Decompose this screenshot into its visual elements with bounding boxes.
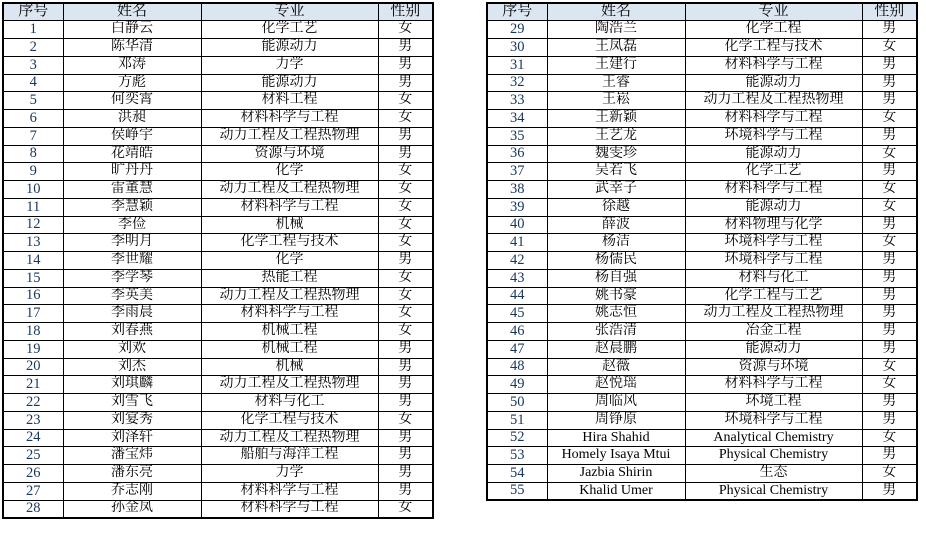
cell-major: 能源动力 (685, 340, 862, 358)
cell-no: 16 (3, 287, 63, 305)
table-row (487, 74, 917, 92)
cell-name: 杨儒民 (547, 252, 685, 270)
cell-name: 方彪 (63, 74, 201, 92)
cell-gender: 男 (378, 376, 433, 394)
cell-major: 材料工程 (201, 92, 378, 110)
table-row (3, 92, 433, 110)
cell-gender: 女 (378, 234, 433, 252)
cell-name: 雷董慧 (63, 181, 201, 199)
cell-no: 28 (3, 500, 63, 518)
cell-major: 材料科学与工程 (201, 305, 378, 323)
cell-gender: 女 (862, 110, 917, 128)
table-row (3, 39, 433, 57)
header-name: 姓名 (547, 3, 685, 21)
cell-major: 环境科学与工程 (685, 411, 862, 429)
student-table-left (2, 2, 434, 519)
cell-name: 姚书豪 (547, 287, 685, 305)
cell-no: 24 (3, 429, 63, 447)
table-row (487, 234, 917, 252)
cell-gender: 女 (378, 110, 433, 128)
cell-major: 冶金工程 (685, 323, 862, 341)
cell-gender: 女 (378, 92, 433, 110)
cell-gender: 女 (862, 429, 917, 447)
cell-name: 周临风 (547, 394, 685, 412)
cell-name: 刘宴秀 (63, 411, 201, 429)
table-row (3, 429, 433, 447)
cell-major: 动力工程及工程热物理 (685, 305, 862, 323)
cell-name: 侯峥宇 (63, 127, 201, 145)
table-row (487, 181, 917, 199)
cell-gender: 女 (378, 181, 433, 199)
cell-gender: 女 (378, 163, 433, 181)
cell-major: 能源动力 (685, 145, 862, 163)
cell-gender: 男 (862, 323, 917, 341)
cell-gender: 女 (378, 411, 433, 429)
table-row (487, 145, 917, 163)
cell-name: 李慧颖 (63, 198, 201, 216)
cell-name: 王崧 (547, 92, 685, 110)
cell-major: 材料科学与工程 (201, 482, 378, 500)
cell-gender: 女 (862, 376, 917, 394)
cell-major: 生态 (685, 465, 862, 483)
cell-no: 25 (3, 447, 63, 465)
cell-gender: 男 (862, 21, 917, 39)
cell-name: 刘泽轩 (63, 429, 201, 447)
table-row (3, 411, 433, 429)
cell-name: 潘宝炜 (63, 447, 201, 465)
cell-gender: 男 (862, 56, 917, 74)
cell-major: 资源与环境 (685, 358, 862, 376)
cell-major: 能源动力 (201, 39, 378, 57)
cell-name: 陈华清 (63, 39, 201, 57)
cell-name: 李英美 (63, 287, 201, 305)
cell-name: 潘东亮 (63, 465, 201, 483)
cell-no: 3 (3, 56, 63, 74)
cell-name: 姚志恒 (547, 305, 685, 323)
header-row (3, 3, 433, 21)
cell-major: 机械工程 (201, 323, 378, 341)
cell-gender: 男 (862, 252, 917, 270)
cell-no: 12 (3, 216, 63, 234)
cell-gender: 男 (378, 465, 433, 483)
cell-gender: 男 (378, 56, 433, 74)
cell-major: 环境科学与工程 (685, 252, 862, 270)
cell-no: 47 (487, 340, 547, 358)
cell-name: Khalid Umer (547, 482, 685, 500)
cell-name: 王新颖 (547, 110, 685, 128)
cell-name: 花靖皓 (63, 145, 201, 163)
table-row (3, 127, 433, 145)
cell-gender: 男 (862, 92, 917, 110)
cell-name: Jazbia Shirin (547, 465, 685, 483)
cell-major: 材料物理与化学 (685, 216, 862, 234)
cell-name: 刘春燕 (63, 323, 201, 341)
table-row (3, 234, 433, 252)
cell-major: 化学工程 (685, 21, 862, 39)
table-row (487, 411, 917, 429)
header-gender: 性别 (378, 3, 433, 21)
cell-gender: 女 (862, 234, 917, 252)
table-row (487, 447, 917, 465)
cell-major: 化学工程与技术 (201, 234, 378, 252)
cell-gender: 女 (862, 198, 917, 216)
table-row (3, 198, 433, 216)
cell-gender: 男 (378, 429, 433, 447)
cell-no: 54 (487, 465, 547, 483)
cell-gender: 女 (862, 145, 917, 163)
table-row (487, 269, 917, 287)
table-row (487, 429, 917, 447)
table-row (3, 56, 433, 74)
table-row (3, 376, 433, 394)
cell-no: 34 (487, 110, 547, 128)
cell-no: 20 (3, 358, 63, 376)
cell-gender: 女 (862, 358, 917, 376)
table-row (487, 163, 917, 181)
cell-name: 刘杰 (63, 358, 201, 376)
cell-no: 45 (487, 305, 547, 323)
cell-no: 7 (3, 127, 63, 145)
cell-gender: 女 (862, 39, 917, 57)
cell-major: 材料与化工 (201, 394, 378, 412)
cell-major: 化学 (201, 163, 378, 181)
student-table-right (486, 2, 918, 501)
cell-name: 李俭 (63, 216, 201, 234)
cell-no: 49 (487, 376, 547, 394)
cell-no: 14 (3, 252, 63, 270)
cell-no: 35 (487, 127, 547, 145)
cell-gender: 男 (862, 287, 917, 305)
cell-gender: 男 (862, 269, 917, 287)
cell-major: 热能工程 (201, 269, 378, 287)
cell-no: 38 (487, 181, 547, 199)
table-row (3, 252, 433, 270)
cell-major: 材料科学与工程 (685, 56, 862, 74)
table-row (3, 500, 433, 518)
cell-major: 动力工程及工程热物理 (201, 376, 378, 394)
cell-major: Analytical Chemistry (685, 429, 862, 447)
cell-no: 31 (487, 56, 547, 74)
cell-no: 11 (3, 198, 63, 216)
table-row (487, 394, 917, 412)
cell-name: 刘雪飞 (63, 394, 201, 412)
cell-no: 21 (3, 376, 63, 394)
cell-no: 4 (3, 74, 63, 92)
cell-major: 材料科学与工程 (685, 376, 862, 394)
cell-gender: 男 (862, 127, 917, 145)
cell-major: 力学 (201, 56, 378, 74)
cell-major: Physical Chemistry (685, 482, 862, 500)
table-row (487, 482, 917, 500)
cell-name: 薛波 (547, 216, 685, 234)
cell-name: 孙金凤 (63, 500, 201, 518)
cell-no: 27 (3, 482, 63, 500)
cell-gender: 男 (862, 411, 917, 429)
cell-name: 杨洁 (547, 234, 685, 252)
header-row (487, 3, 917, 21)
cell-major: 机械 (201, 216, 378, 234)
cell-name: 乔志刚 (63, 482, 201, 500)
table-row (487, 216, 917, 234)
cell-major: 动力工程及工程热物理 (201, 429, 378, 447)
table-row (487, 252, 917, 270)
table-row (3, 394, 433, 412)
cell-no: 23 (3, 411, 63, 429)
table-row (487, 39, 917, 57)
cell-no: 39 (487, 198, 547, 216)
table-row (3, 21, 433, 39)
cell-major: 资源与环境 (201, 145, 378, 163)
table-row (3, 163, 433, 181)
cell-no: 32 (487, 74, 547, 92)
cell-major: 化学工艺 (685, 163, 862, 181)
cell-no: 1 (3, 21, 63, 39)
cell-major: 化学工艺 (201, 21, 378, 39)
cell-gender: 男 (862, 74, 917, 92)
cell-major: 船舶与海洋工程 (201, 447, 378, 465)
cell-gender: 女 (378, 500, 433, 518)
cell-name: 赵晨鹏 (547, 340, 685, 358)
table-row (3, 305, 433, 323)
cell-gender: 男 (862, 482, 917, 500)
cell-major: 材料科学与工程 (685, 181, 862, 199)
table-row (487, 198, 917, 216)
cell-gender: 女 (862, 181, 917, 199)
table-row (3, 323, 433, 341)
cell-no: 26 (3, 465, 63, 483)
cell-gender: 男 (862, 447, 917, 465)
cell-no: 9 (3, 163, 63, 181)
cell-major: 化学工程与工艺 (685, 287, 862, 305)
cell-name: 杨自强 (547, 269, 685, 287)
cell-no: 6 (3, 110, 63, 128)
table-row (487, 465, 917, 483)
cell-no: 40 (487, 216, 547, 234)
cell-no: 42 (487, 252, 547, 270)
table-row (3, 358, 433, 376)
cell-name: 李雨晨 (63, 305, 201, 323)
table-row (487, 56, 917, 74)
cell-gender: 男 (378, 340, 433, 358)
table-row (3, 340, 433, 358)
cell-name: Homely Isaya Mtui (547, 447, 685, 465)
cell-major: 机械 (201, 358, 378, 376)
cell-gender: 男 (378, 482, 433, 500)
cell-gender: 女 (378, 198, 433, 216)
cell-name: 何奕霄 (63, 92, 201, 110)
cell-major: 能源动力 (201, 74, 378, 92)
table-row (487, 305, 917, 323)
cell-major: 环境科学与工程 (685, 127, 862, 145)
cell-no: 30 (487, 39, 547, 57)
cell-major: 能源动力 (685, 74, 862, 92)
cell-no: 33 (487, 92, 547, 110)
table-row (3, 465, 433, 483)
cell-gender: 女 (378, 21, 433, 39)
cell-no: 10 (3, 181, 63, 199)
cell-name: 白静云 (63, 21, 201, 39)
cell-no: 43 (487, 269, 547, 287)
cell-name: 吴若飞 (547, 163, 685, 181)
cell-gender: 女 (378, 305, 433, 323)
table-row (3, 482, 433, 500)
cell-major: 化学工程与技术 (685, 39, 862, 57)
cell-no: 37 (487, 163, 547, 181)
cell-no: 53 (487, 447, 547, 465)
cell-gender: 男 (862, 340, 917, 358)
cell-no: 36 (487, 145, 547, 163)
cell-major: 动力工程及工程热物理 (201, 127, 378, 145)
header-major: 专业 (201, 3, 378, 21)
cell-name: 赵悦瑶 (547, 376, 685, 394)
table-row (487, 92, 917, 110)
cell-name: 陶浩兰 (547, 21, 685, 39)
cell-no: 8 (3, 145, 63, 163)
cell-gender: 男 (378, 145, 433, 163)
cell-gender: 男 (378, 74, 433, 92)
cell-no: 13 (3, 234, 63, 252)
table-row (487, 287, 917, 305)
cell-major: 材料科学与工程 (201, 110, 378, 128)
cell-no: 52 (487, 429, 547, 447)
cell-major: 材料科学与工程 (685, 110, 862, 128)
cell-name: 李明月 (63, 234, 201, 252)
cell-major: Physical Chemistry (685, 447, 862, 465)
cell-no: 18 (3, 323, 63, 341)
table-row (3, 145, 433, 163)
cell-name: 张浩清 (547, 323, 685, 341)
table-row (3, 447, 433, 465)
cell-major: 材料科学与工程 (201, 500, 378, 518)
cell-major: 动力工程及工程热物理 (685, 92, 862, 110)
cell-no: 50 (487, 394, 547, 412)
table-row (487, 21, 917, 39)
table-row (3, 216, 433, 234)
table-row (3, 74, 433, 92)
cell-no: 46 (487, 323, 547, 341)
cell-no: 55 (487, 482, 547, 500)
table-row (3, 269, 433, 287)
cell-name: 徐越 (547, 198, 685, 216)
cell-gender: 女 (862, 465, 917, 483)
table-row (3, 287, 433, 305)
cell-major: 材料科学与工程 (201, 198, 378, 216)
cell-name: 王建行 (547, 56, 685, 74)
header-name: 姓名 (63, 3, 201, 21)
cell-gender: 男 (378, 252, 433, 270)
cell-name: 周铮原 (547, 411, 685, 429)
table-row (3, 181, 433, 199)
cell-name: 邓涛 (63, 56, 201, 74)
cell-name: 魏雯珍 (547, 145, 685, 163)
cell-gender: 男 (862, 305, 917, 323)
table-row (487, 110, 917, 128)
cell-no: 2 (3, 39, 63, 57)
cell-name: 李世耀 (63, 252, 201, 270)
cell-gender: 男 (862, 394, 917, 412)
table-row (487, 340, 917, 358)
cell-no: 48 (487, 358, 547, 376)
header-no: 序号 (487, 3, 547, 21)
cell-name: 王艺龙 (547, 127, 685, 145)
cell-no: 41 (487, 234, 547, 252)
cell-gender: 男 (378, 394, 433, 412)
cell-major: 化学 (201, 252, 378, 270)
cell-gender: 男 (378, 127, 433, 145)
cell-major: 环境科学与工程 (685, 234, 862, 252)
cell-major: 环境工程 (685, 394, 862, 412)
cell-name: 李学琴 (63, 269, 201, 287)
cell-no: 5 (3, 92, 63, 110)
cell-gender: 男 (378, 39, 433, 57)
table-row (487, 376, 917, 394)
cell-no: 19 (3, 340, 63, 358)
cell-gender: 男 (378, 447, 433, 465)
cell-no: 44 (487, 287, 547, 305)
cell-gender: 女 (378, 287, 433, 305)
cell-name: Hira Shahid (547, 429, 685, 447)
table-row (487, 127, 917, 145)
cell-major: 材料与化工 (685, 269, 862, 287)
header-major: 专业 (685, 3, 862, 21)
cell-no: 51 (487, 411, 547, 429)
cell-gender: 女 (378, 323, 433, 341)
cell-no: 15 (3, 269, 63, 287)
cell-gender: 男 (378, 358, 433, 376)
cell-name: 王凤磊 (547, 39, 685, 57)
cell-name: 武幸子 (547, 181, 685, 199)
cell-gender: 女 (378, 269, 433, 287)
cell-no: 29 (487, 21, 547, 39)
table-row (487, 323, 917, 341)
cell-major: 力学 (201, 465, 378, 483)
cell-no: 22 (3, 394, 63, 412)
table-row (487, 358, 917, 376)
cell-major: 化学工程与技术 (201, 411, 378, 429)
cell-major: 动力工程及工程热物理 (201, 181, 378, 199)
cell-name: 旷丹丹 (63, 163, 201, 181)
cell-name: 刘欢 (63, 340, 201, 358)
cell-gender: 男 (862, 216, 917, 234)
cell-major: 机械工程 (201, 340, 378, 358)
cell-major: 动力工程及工程热物理 (201, 287, 378, 305)
cell-name: 洪昶 (63, 110, 201, 128)
table-row (3, 110, 433, 128)
cell-gender: 女 (378, 216, 433, 234)
cell-gender: 男 (862, 163, 917, 181)
header-no: 序号 (3, 3, 63, 21)
cell-name: 王睿 (547, 74, 685, 92)
header-gender: 性别 (862, 3, 917, 21)
cell-name: 刘琪麟 (63, 376, 201, 394)
cell-name: 赵薇 (547, 358, 685, 376)
cell-no: 17 (3, 305, 63, 323)
cell-major: 能源动力 (685, 198, 862, 216)
